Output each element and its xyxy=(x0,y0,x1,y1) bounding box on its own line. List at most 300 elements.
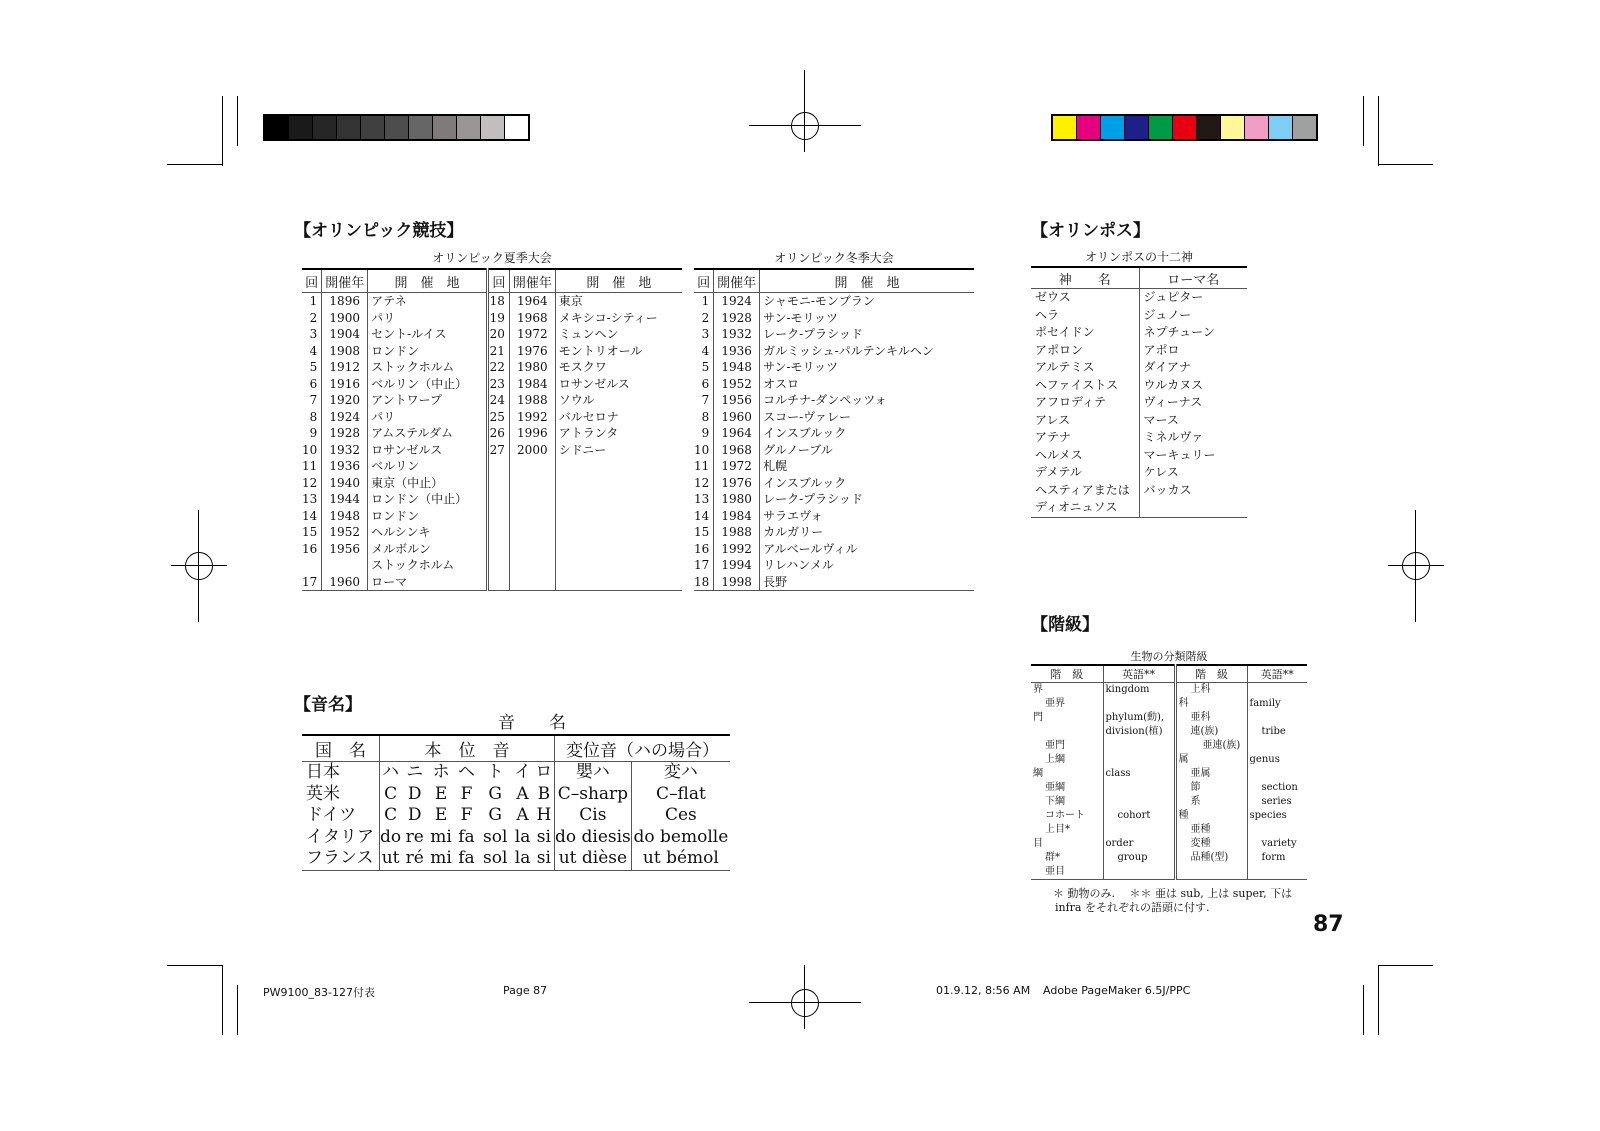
rank-english: division(植) xyxy=(1103,725,1175,739)
god-name: ディオニュソス xyxy=(1031,499,1139,517)
table-row xyxy=(302,409,682,426)
edition-number: 3 xyxy=(701,327,710,341)
rank-english xyxy=(1103,781,1175,795)
note-name: E xyxy=(434,805,448,825)
edition-number: 7 xyxy=(309,393,318,407)
god-name: ポセイドン xyxy=(1035,325,1095,339)
rank-name: 上綱 xyxy=(1045,754,1065,765)
table-row xyxy=(694,475,974,492)
rank-name: 亜連(族) xyxy=(1175,739,1247,753)
host-city: サン-モリッツ xyxy=(760,359,974,376)
table-row xyxy=(302,491,682,508)
color-swatch xyxy=(1197,116,1221,139)
rank-english xyxy=(1247,711,1307,725)
rank-english: series xyxy=(1247,795,1307,809)
edition-number: 11 xyxy=(302,459,318,473)
header-year: 開催年 xyxy=(322,269,368,293)
color-swatch xyxy=(1053,116,1077,139)
table-row xyxy=(1031,377,1247,395)
edition-number: 24 xyxy=(487,392,509,409)
rank-name: 界 xyxy=(1033,684,1043,695)
edition-year: 1928 xyxy=(322,425,368,442)
rank-name: 上科 xyxy=(1175,683,1247,698)
gray-swatch xyxy=(433,116,457,139)
note-name: B xyxy=(537,783,551,804)
host-city: インスブルック xyxy=(760,475,974,492)
rank-name: コホート xyxy=(1045,810,1085,821)
host-city: ヘルシンキ xyxy=(368,524,488,541)
table-row xyxy=(1031,823,1307,837)
olympus-table xyxy=(1031,266,1247,518)
header-god: 神 名 xyxy=(1031,267,1139,289)
rank-english xyxy=(1247,767,1307,781)
edition-year: 1964 xyxy=(714,425,760,442)
sharp-name: do diesis xyxy=(554,826,631,847)
edition-number: 12 xyxy=(302,475,318,490)
edition-number: 19 xyxy=(487,310,509,327)
host-city: インスブルック xyxy=(760,425,974,442)
edition-year: 1956 xyxy=(322,541,368,558)
god-name: アフロディテ xyxy=(1035,395,1107,409)
rank-english xyxy=(1247,683,1307,698)
table-row xyxy=(302,508,682,525)
table-row xyxy=(1031,482,1247,500)
table-row xyxy=(302,557,682,574)
gray-swatch xyxy=(409,116,433,139)
table-row xyxy=(694,458,974,475)
note-name: ニ xyxy=(406,762,424,782)
rank-english: phylum(動), xyxy=(1103,711,1175,725)
edition-year: 1988 xyxy=(509,392,555,409)
empty-cell xyxy=(509,491,555,508)
note-name: si xyxy=(536,826,551,847)
host-city: モスクワ xyxy=(555,359,682,376)
edition-number: 18 xyxy=(487,293,509,310)
edition-number: 6 xyxy=(701,376,710,391)
header-year: 開催年 xyxy=(509,269,555,293)
empty-cell xyxy=(509,574,555,591)
host-city: サン-モリッツ xyxy=(760,310,974,327)
registration-mark-left xyxy=(171,538,227,594)
edition-year: 1996 xyxy=(509,425,555,442)
edition-year: 1936 xyxy=(322,458,368,475)
header-no: 回 xyxy=(302,269,322,293)
rank-name: 亜綱 xyxy=(1045,782,1065,793)
note-name: ヘ xyxy=(457,762,475,782)
rank-name: 門 xyxy=(1033,712,1043,723)
footer-page: Page 87 xyxy=(503,984,548,997)
rank-english: genus xyxy=(1247,753,1307,767)
header-no: 回 xyxy=(487,269,509,293)
host-city: ストックホルム xyxy=(368,359,488,376)
note-name: D xyxy=(407,783,422,804)
gray-swatch xyxy=(457,116,481,139)
edition-number: 9 xyxy=(309,426,318,440)
color-swatch xyxy=(1269,116,1293,139)
edition-number: 3 xyxy=(309,327,318,341)
table-row xyxy=(302,827,730,849)
edition-year: 2000 xyxy=(509,442,555,459)
edition-number: 7 xyxy=(701,393,710,407)
host-city: スコー-ヴァレー xyxy=(760,409,974,426)
edition-year: 1904 xyxy=(322,326,368,343)
empty-cell xyxy=(509,508,555,525)
table-row xyxy=(302,458,682,475)
rank-english: section xyxy=(1247,781,1307,795)
edition-number: 10 xyxy=(302,442,318,457)
flat-name: Ces xyxy=(631,805,730,827)
rank-english: species xyxy=(1247,809,1307,823)
note-name: mi xyxy=(430,826,452,847)
edition-number: 16 xyxy=(302,541,318,556)
host-city: メルボルン xyxy=(368,541,488,558)
header-roman: ローマ名 xyxy=(1139,267,1247,289)
rank-name xyxy=(1175,865,1247,880)
registration-mark-top xyxy=(777,98,833,154)
edition-number: 1 xyxy=(701,294,710,308)
god-name: ヘファイストス xyxy=(1035,377,1119,392)
rank-english: group xyxy=(1103,851,1175,865)
host-city: バルセロナ xyxy=(555,409,682,426)
country-name: ドイツ xyxy=(306,805,357,825)
edition-year: 1912 xyxy=(322,359,368,376)
edition-number: 8 xyxy=(309,409,318,424)
host-city: 東京（中止） xyxy=(368,475,488,492)
table-row xyxy=(1031,394,1247,412)
rank-english xyxy=(1103,795,1175,809)
gray-swatch xyxy=(265,116,289,139)
table-row xyxy=(302,343,682,360)
roman-name: ダイアナ xyxy=(1139,359,1247,377)
table-row xyxy=(694,310,974,327)
host-city: レーク-プラシッド xyxy=(760,326,974,343)
edition-year: 1972 xyxy=(509,326,555,343)
note-name: ト xyxy=(486,762,504,782)
edition-number: 20 xyxy=(487,326,509,343)
header-city: 開 催 地 xyxy=(760,269,974,293)
edition-year: 1998 xyxy=(714,574,760,591)
table-row xyxy=(1031,711,1307,725)
table-row xyxy=(694,557,974,574)
roman-name: ジュノー xyxy=(1139,307,1247,325)
table-row xyxy=(1031,753,1307,767)
gray-swatch xyxy=(337,116,361,139)
empty-cell xyxy=(487,458,509,475)
note-name: re xyxy=(405,826,424,847)
rank-english xyxy=(1103,697,1175,711)
table-row xyxy=(1031,725,1307,739)
roman-name: ジュピター xyxy=(1139,289,1247,307)
edition-year: 1994 xyxy=(714,557,760,574)
taxonomy-footnote-1: ＊ 動物のみ. ＊＊ 亜は sub, 上は super, 下は xyxy=(1053,887,1293,900)
roman-name: マーキュリー xyxy=(1139,447,1247,465)
note-name: ホ xyxy=(432,762,450,782)
table-row xyxy=(302,475,682,492)
table-row xyxy=(302,310,682,327)
olympus-title: 【オリンポス】 xyxy=(1031,221,1150,241)
empty-cell xyxy=(509,458,555,475)
country-name: フランス xyxy=(302,848,380,870)
empty-cell xyxy=(487,574,509,591)
table-row xyxy=(1031,429,1247,447)
sharp-name: Cis xyxy=(554,805,631,827)
table-row xyxy=(302,541,682,558)
notes-table xyxy=(302,734,730,871)
edition-number: 11 xyxy=(694,459,710,473)
edition-number: 16 xyxy=(694,541,710,556)
edition-number: 1 xyxy=(309,294,318,308)
edition-year: 1908 xyxy=(322,343,368,360)
note-name: G xyxy=(488,805,502,825)
header-altered: 変位音（ハの場合） xyxy=(554,735,730,762)
edition-year: 1992 xyxy=(714,541,760,558)
host-city: パリ xyxy=(368,310,488,327)
notes-title: 【音名】 xyxy=(294,695,362,715)
note-name: F xyxy=(460,783,473,804)
note-name: ré xyxy=(401,848,428,870)
note-name: C xyxy=(380,805,402,827)
note-name: A xyxy=(516,805,529,825)
country-name: イタリア xyxy=(306,826,374,847)
flat-name: do bemolle xyxy=(631,827,730,849)
edition-year: 1984 xyxy=(714,508,760,525)
edition-number: 12 xyxy=(694,475,710,490)
table-row xyxy=(1031,781,1307,795)
host-city: パリ xyxy=(368,409,488,426)
table-row xyxy=(302,524,682,541)
empty-cell xyxy=(555,458,682,475)
color-swatch xyxy=(1173,116,1197,139)
gray-swatch xyxy=(289,116,313,139)
color-swatch xyxy=(1245,116,1269,139)
rank-english xyxy=(1247,739,1307,753)
edition-year: 1960 xyxy=(322,574,368,591)
edition-number: 27 xyxy=(487,442,509,459)
grayscale-color-bar xyxy=(263,114,530,141)
flat-name: ut bémol xyxy=(631,848,730,870)
note-name: E xyxy=(434,783,448,804)
gray-swatch xyxy=(505,116,528,139)
header-city: 開 催 地 xyxy=(368,269,488,293)
table-row xyxy=(1031,865,1307,880)
edition-number: 21 xyxy=(487,343,509,360)
god-name: アレス xyxy=(1035,412,1071,427)
edition-number: 14 xyxy=(302,508,318,523)
god-name: ヘルメス xyxy=(1035,447,1083,462)
edition-number: 6 xyxy=(309,376,318,391)
taxonomy-title: 【階級】 xyxy=(1031,615,1099,635)
empty-cell xyxy=(487,557,509,574)
rank-name: 変種 xyxy=(1175,837,1247,851)
edition-year: 1924 xyxy=(714,293,760,310)
winter-caption: オリンピック冬季大会 xyxy=(774,251,894,265)
note-name: F xyxy=(460,805,473,825)
host-city: ロサンゼルス xyxy=(555,376,682,393)
table-row xyxy=(1031,499,1247,517)
flat-name: C–flat xyxy=(631,784,730,806)
host-city: ベルリン xyxy=(368,458,488,475)
note-name: ロ xyxy=(535,762,553,782)
edition-number: 10 xyxy=(694,442,710,457)
header-english: 英語** xyxy=(1103,665,1175,683)
god-name: ゼウス xyxy=(1035,290,1071,304)
note-name: mi xyxy=(428,848,454,870)
sharp-name: C–sharp xyxy=(554,784,631,806)
rank-name: 亜科 xyxy=(1175,711,1247,725)
notes-caption: 音 名 xyxy=(498,713,566,733)
edition-year: 1964 xyxy=(509,293,555,310)
taxonomy-footnote-2: infra をそれぞれの語頭に付す. xyxy=(1055,901,1210,914)
roman-name: ネプチューン xyxy=(1139,324,1247,342)
host-city: ロサンゼルス xyxy=(368,442,488,459)
edition-year: 1984 xyxy=(509,376,555,393)
note-name: la xyxy=(511,848,533,870)
table-row xyxy=(694,293,974,310)
table-row xyxy=(1031,464,1247,482)
empty-cell xyxy=(509,541,555,558)
edition-year: 1956 xyxy=(714,392,760,409)
table-row xyxy=(694,491,974,508)
rank-english xyxy=(1103,865,1175,880)
registration-mark-right xyxy=(1388,538,1444,594)
host-city: リレハンメル xyxy=(760,557,974,574)
edition-number: 2 xyxy=(701,310,710,325)
god-name: アテナ xyxy=(1035,430,1072,444)
table-row xyxy=(1031,342,1247,360)
edition-year: 1932 xyxy=(714,326,760,343)
edition-number: 26 xyxy=(487,425,509,442)
page-number: 87 xyxy=(1313,912,1344,937)
rank-english: class xyxy=(1103,767,1175,781)
host-city: アムステルダム xyxy=(368,425,488,442)
edition-number: 2 xyxy=(309,310,318,325)
rank-name: 亜目 xyxy=(1031,865,1103,880)
table-row xyxy=(302,848,730,870)
table-row xyxy=(694,574,974,591)
rank-english xyxy=(1247,865,1307,880)
host-city: ローマ xyxy=(368,574,488,591)
table-row xyxy=(694,541,974,558)
rank-name: 種 xyxy=(1175,809,1247,823)
table-row xyxy=(1031,809,1307,823)
table-row xyxy=(302,293,682,310)
table-row xyxy=(1031,795,1307,809)
table-row xyxy=(302,805,730,827)
host-city: コルチナ-ダンペッツォ xyxy=(760,392,974,409)
header-rank: 階 級 xyxy=(1175,665,1247,683)
table-row xyxy=(694,524,974,541)
flat-name: 変ハ xyxy=(631,762,730,784)
note-name: do xyxy=(380,826,402,847)
edition-number: 18 xyxy=(694,574,714,591)
empty-cell xyxy=(555,574,682,591)
table-row xyxy=(302,376,682,393)
rank-name: 群* xyxy=(1045,852,1060,863)
table-row xyxy=(302,425,682,442)
header-country: 国 名 xyxy=(302,735,380,762)
table-row xyxy=(694,359,974,376)
edition-year: 1932 xyxy=(322,442,368,459)
edition-year: 1936 xyxy=(714,343,760,360)
gray-swatch xyxy=(385,116,409,139)
rank-name: 目 xyxy=(1033,838,1043,849)
edition-number: 23 xyxy=(487,376,509,393)
rank-english xyxy=(1103,823,1175,837)
rank-english: variety xyxy=(1247,837,1307,851)
empty-cell xyxy=(509,557,555,574)
host-city: グルノーブル xyxy=(760,442,974,459)
table-row xyxy=(302,392,682,409)
host-city: シドニー xyxy=(555,442,682,459)
note-name: イ xyxy=(514,762,532,782)
table-row xyxy=(1031,683,1307,698)
god-name: デメテル xyxy=(1035,465,1082,479)
footer-file: PW9100_83-127付表 xyxy=(263,986,375,999)
edition-year: 1952 xyxy=(322,524,368,541)
edition-year: 1976 xyxy=(509,343,555,360)
edition-year: 1976 xyxy=(714,475,760,492)
host-city: ガルミッシュ-パルテンキルヘン xyxy=(760,343,974,360)
rank-name: 節 xyxy=(1175,781,1247,795)
empty-cell xyxy=(555,491,682,508)
note-name: ut xyxy=(380,848,402,870)
rank-name: 亜界 xyxy=(1045,698,1065,709)
table-row xyxy=(694,409,974,426)
edition-number: 17 xyxy=(302,574,322,591)
table-row xyxy=(302,442,682,459)
table-row xyxy=(694,442,974,459)
roman-name: アポロ xyxy=(1139,342,1247,360)
rank-english: order xyxy=(1103,837,1175,851)
edition-year xyxy=(322,557,368,574)
note-name: la xyxy=(514,826,531,847)
table-row xyxy=(302,359,682,376)
rank-name: 綱 xyxy=(1033,768,1043,779)
color-swatch xyxy=(1101,116,1125,139)
table-row xyxy=(1031,767,1307,781)
sharp-name: ut dièse xyxy=(554,848,631,870)
host-city: レーク-プラシッド xyxy=(760,491,974,508)
rank-name: 品種(型) xyxy=(1175,851,1247,865)
god-name: アルテミス xyxy=(1035,360,1095,374)
table-row xyxy=(1031,447,1247,465)
rank-english: family xyxy=(1247,697,1307,711)
empty-cell xyxy=(487,541,509,558)
roman-name: ミネルヴァ xyxy=(1139,429,1247,447)
table-row xyxy=(1031,307,1247,325)
edition-number: 17 xyxy=(694,558,710,572)
rank-name: 系 xyxy=(1175,795,1247,809)
host-city: ストックホルム xyxy=(368,557,488,574)
empty-cell xyxy=(509,524,555,541)
note-name: sol xyxy=(479,848,511,870)
host-city: 東京 xyxy=(555,293,682,310)
note-name: fa xyxy=(454,848,479,870)
roman-name: ケレス xyxy=(1139,464,1247,482)
color-swatch xyxy=(1149,116,1173,139)
header-english: 英語** xyxy=(1247,665,1307,683)
roman-name xyxy=(1139,499,1247,517)
edition-number: 13 xyxy=(694,492,710,506)
host-city: メキシコ-シティー xyxy=(555,310,682,327)
rank-name: 上目* xyxy=(1045,824,1070,835)
table-row xyxy=(1031,851,1307,865)
host-city: セント-ルイス xyxy=(368,326,488,343)
summer-caption: オリンピック夏季大会 xyxy=(432,251,552,265)
edition-year: 1992 xyxy=(509,409,555,426)
edition-year: 1980 xyxy=(714,491,760,508)
edition-number: 9 xyxy=(701,426,710,440)
